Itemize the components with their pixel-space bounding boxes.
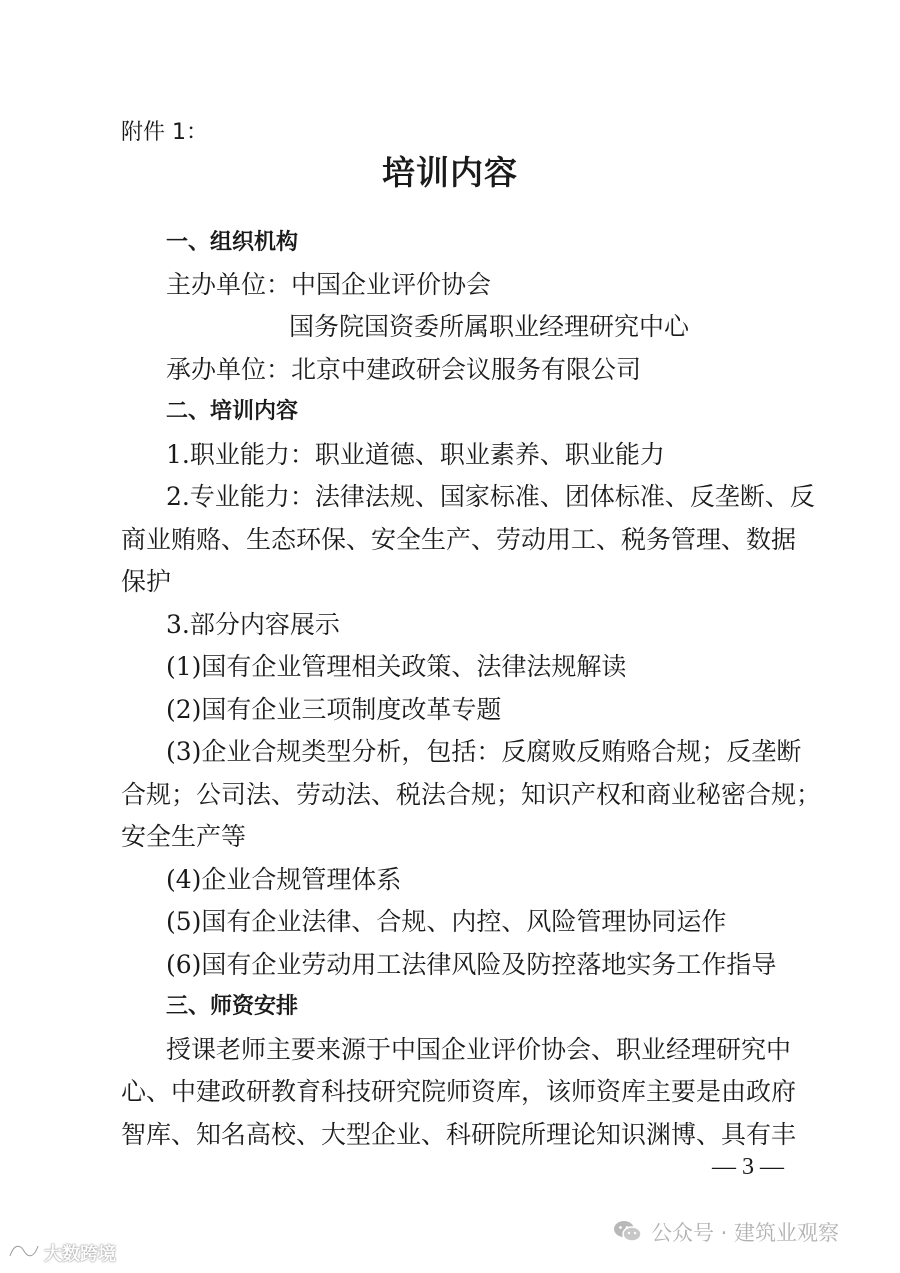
paragraph-line: 国务院国资委所属职业经理研究中心 (289, 312, 690, 341)
brand-logo-icon (8, 1242, 40, 1265)
paragraph-line: 合规；公司法、劳动法、税法合规；知识产权和商业秘密合规； (121, 780, 822, 809)
list-item: (1)国有企业管理相关政策、法律法规解读 (166, 652, 627, 681)
paragraph-line: 心、中建政研教育科技研究院师资库，该师资库主要是由政府 (121, 1077, 797, 1106)
section-heading-training: 二、培训内容 (166, 399, 299, 424)
paragraph-line: 安全生产等 (121, 822, 247, 851)
list-item: (4)企业合规管理体系 (166, 865, 402, 894)
paragraph-line: 承办单位：北京中建政研会议服务有限公司 (166, 355, 642, 384)
section-heading-faculty: 三、师资安排 (166, 994, 299, 1019)
corner-watermark-text: 大数跨境 (44, 1244, 116, 1265)
section-heading-organization: 一、组织机构 (166, 230, 299, 255)
paragraph-line: 保护 (121, 567, 172, 596)
list-item: (3)企业合规类型分析，包括：反腐败反贿赂合规；反垄断 (166, 737, 802, 766)
corner-watermark (8, 1240, 116, 1266)
paragraph-line: 商业贿赂、生态环保、安全生产、劳动用工、税务管理、数据 (121, 525, 797, 554)
paragraph-line: 2.专业能力：法律法规、国家标准、团体标准、反垄断、反 (166, 482, 815, 511)
wechat-icon (613, 1219, 643, 1245)
paragraph-line: 主办单位：中国企业评价协会 (166, 270, 492, 299)
page-title: 培训内容 (382, 153, 518, 192)
paragraph-line: 智库、知名高校、大型企业、科研院所理论知识渊博、具有丰 (121, 1120, 797, 1149)
wechat-account-badge (613, 1217, 839, 1247)
list-item: (6)国有企业劳动用工法律风险及防控落地实务工作指导 (166, 950, 777, 979)
page-number: — 3 — (712, 1154, 784, 1180)
paragraph-line: 1.职业能力：职业道德、职业素养、职业能力 (166, 440, 665, 469)
list-item: (5)国有企业法律、合规、内控、风险管理协同运作 (166, 907, 727, 936)
paragraph-line: 授课老师主要来源于中国企业评价协会、职业经理研究中 (166, 1035, 792, 1064)
paragraph-line: 3.部分内容展示 (166, 610, 340, 639)
attachment-label: 附件 1： (121, 120, 208, 145)
wechat-account-label: 公众号 · 建筑业观察 (651, 1221, 840, 1245)
list-item: (2)国有企业三项制度改革专题 (166, 695, 502, 724)
